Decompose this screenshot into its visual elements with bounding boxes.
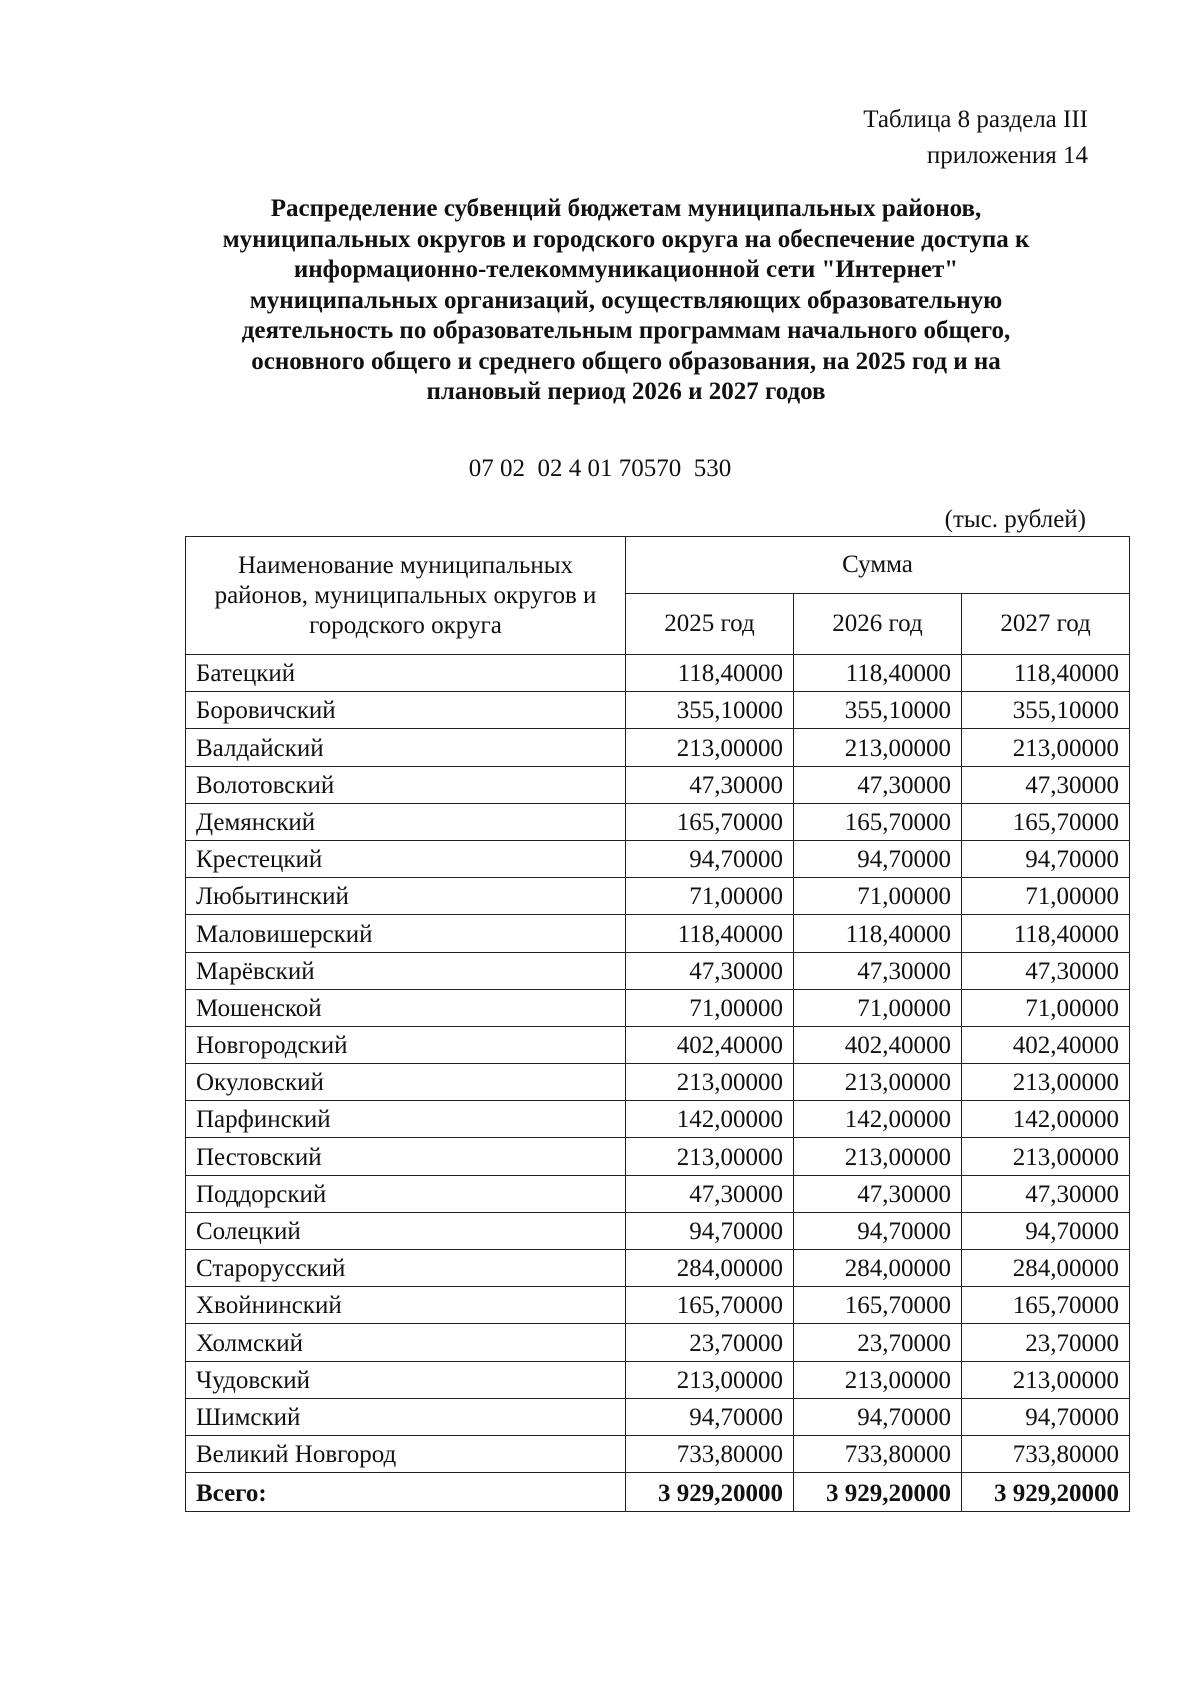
amount-cell: 47,30000 <box>962 766 1130 803</box>
table-reference <box>863 102 1088 174</box>
title-line: муниципальных округов и городского округа на обеспечение доступа к <box>222 225 1030 253</box>
table-row <box>186 1212 1130 1249</box>
amount-cell: 71,00000 <box>626 878 794 915</box>
district-name: Новгородский <box>186 1026 626 1063</box>
table-row <box>186 803 1130 840</box>
district-name: Парфинский <box>186 1101 626 1138</box>
amount-cell: 213,00000 <box>626 1138 794 1175</box>
table-row <box>186 1324 1130 1361</box>
amount-cell: 402,40000 <box>626 1026 794 1063</box>
budget-classification-code: 07 02 02 4 01 70570 530 <box>468 455 732 482</box>
table-row <box>186 729 1130 766</box>
amount-cell: 355,10000 <box>794 692 962 729</box>
amount-cell: 733,80000 <box>626 1435 794 1472</box>
total-row <box>186 1473 1130 1512</box>
total-value: 3 929,20000 <box>962 1473 1130 1512</box>
table-row <box>186 1175 1130 1212</box>
amount-cell: 47,30000 <box>626 1175 794 1212</box>
amount-cell: 94,70000 <box>626 1398 794 1435</box>
amount-cell: 165,70000 <box>962 1287 1130 1324</box>
total-value: 3 929,20000 <box>626 1473 794 1512</box>
amount-cell: 165,70000 <box>626 1287 794 1324</box>
district-name: Крестецкий <box>186 840 626 877</box>
amount-cell: 213,00000 <box>962 1138 1130 1175</box>
amount-cell: 213,00000 <box>626 1064 794 1101</box>
district-name: Валдайский <box>186 729 626 766</box>
table-row <box>186 1287 1130 1324</box>
table-row <box>186 1101 1130 1138</box>
amount-cell: 213,00000 <box>962 729 1130 766</box>
column-header-year: 2027 год <box>962 594 1130 655</box>
amount-cell: 47,30000 <box>626 766 794 803</box>
amount-cell: 71,00000 <box>794 989 962 1026</box>
amount-cell: 213,00000 <box>962 1064 1130 1101</box>
table-row <box>186 989 1130 1026</box>
amount-cell: 118,40000 <box>794 655 962 692</box>
amount-cell: 213,00000 <box>962 1361 1130 1398</box>
amount-cell: 213,00000 <box>626 1361 794 1398</box>
title-line: муниципальных организаций, осуществляющих образовательную <box>249 286 1003 314</box>
total-value: 3 929,20000 <box>794 1473 962 1512</box>
amount-cell: 165,70000 <box>626 803 794 840</box>
amount-cell: 47,30000 <box>794 1175 962 1212</box>
amount-cell: 94,70000 <box>626 1212 794 1249</box>
amount-cell: 355,10000 <box>962 692 1130 729</box>
district-name: Окуловский <box>186 1064 626 1101</box>
district-name: Чудовский <box>186 1361 626 1398</box>
amount-cell: 47,30000 <box>626 952 794 989</box>
district-name: Шимский <box>186 1398 626 1435</box>
table-row <box>186 1026 1130 1063</box>
column-header-name: Наименование муниципальных районов, муниципальных округов и городского округа <box>186 537 626 655</box>
amount-cell: 213,00000 <box>794 1138 962 1175</box>
table-row <box>186 878 1130 915</box>
amount-cell: 118,40000 <box>794 915 962 952</box>
table-row <box>186 1435 1130 1472</box>
title-line: основного общего и среднего общего образования, на 2025 год и на <box>251 347 1001 375</box>
district-name: Маловишерский <box>186 915 626 952</box>
amount-cell: 94,70000 <box>794 1398 962 1435</box>
table-row <box>186 915 1130 952</box>
district-name: Пестовский <box>186 1138 626 1175</box>
amount-cell: 94,70000 <box>962 1398 1130 1435</box>
table-row <box>186 1064 1130 1101</box>
district-name: Старорусский <box>186 1250 626 1287</box>
amount-cell: 355,10000 <box>626 692 794 729</box>
document-title <box>170 194 1082 408</box>
title-line: плановый период 2026 и 2027 годов <box>426 378 826 405</box>
district-name: Боровичский <box>186 692 626 729</box>
amount-cell: 142,00000 <box>962 1101 1130 1138</box>
title-line: информационно-телекоммуникационной сети "Интернет" <box>293 256 959 283</box>
table-row <box>186 840 1130 877</box>
table-row <box>186 692 1130 729</box>
amount-cell: 23,70000 <box>962 1324 1130 1361</box>
amount-cell: 402,40000 <box>962 1026 1130 1063</box>
amount-cell: 94,70000 <box>626 840 794 877</box>
amount-cell: 118,40000 <box>626 915 794 952</box>
district-name: Великий Новгород <box>186 1435 626 1472</box>
amount-cell: 284,00000 <box>962 1250 1130 1287</box>
column-header-year: 2026 год <box>794 594 962 655</box>
amount-cell: 23,70000 <box>626 1324 794 1361</box>
amount-cell: 71,00000 <box>794 878 962 915</box>
district-name: Мошенской <box>186 989 626 1026</box>
amount-cell: 47,30000 <box>962 1175 1130 1212</box>
amount-cell: 284,00000 <box>626 1250 794 1287</box>
table-row <box>186 766 1130 803</box>
amount-cell: 71,00000 <box>962 989 1130 1026</box>
table-row <box>186 655 1130 692</box>
district-name: Волотовский <box>186 766 626 803</box>
amount-cell: 213,00000 <box>794 729 962 766</box>
title-line: деятельность по образовательным программам начального общего, <box>241 317 1011 344</box>
amount-cell: 213,00000 <box>794 1361 962 1398</box>
table-row <box>186 1250 1130 1287</box>
amount-cell: 94,70000 <box>962 840 1130 877</box>
table-body <box>186 655 1130 1512</box>
amount-cell: 165,70000 <box>794 803 962 840</box>
amount-cell: 213,00000 <box>794 1064 962 1101</box>
amount-cell: 733,80000 <box>794 1435 962 1472</box>
table-reference-line-2: приложения 14 <box>926 142 1088 169</box>
table-reference-line-1: Таблица 8 раздела III <box>863 106 1088 133</box>
amount-cell: 47,30000 <box>794 766 962 803</box>
amount-cell: 118,40000 <box>962 655 1130 692</box>
amount-cell: 94,70000 <box>794 1212 962 1249</box>
amount-cell: 165,70000 <box>794 1287 962 1324</box>
amount-cell: 142,00000 <box>626 1101 794 1138</box>
table-row <box>186 1361 1130 1398</box>
column-header-sum: Сумма <box>626 537 1130 594</box>
amount-cell: 118,40000 <box>962 915 1130 952</box>
amount-cell: 94,70000 <box>794 840 962 877</box>
amount-cell: 284,00000 <box>794 1250 962 1287</box>
title-line: Распределение субвенций бюджетам муниципальных районов, <box>270 195 982 222</box>
amount-cell: 118,40000 <box>626 655 794 692</box>
amount-cell: 165,70000 <box>962 803 1130 840</box>
amount-cell: 142,00000 <box>794 1101 962 1138</box>
amount-cell: 213,00000 <box>626 729 794 766</box>
district-name: Хвойнинский <box>186 1287 626 1324</box>
district-name: Поддорский <box>186 1175 626 1212</box>
district-name: Любытинский <box>186 878 626 915</box>
total-label: Всего: <box>186 1473 626 1512</box>
amount-cell: 71,00000 <box>962 878 1130 915</box>
amount-cell: 47,30000 <box>962 952 1130 989</box>
table-row <box>186 1138 1130 1175</box>
table-row <box>186 1398 1130 1435</box>
table-row <box>186 952 1130 989</box>
subvention-table <box>185 536 1130 1512</box>
amount-cell: 71,00000 <box>626 989 794 1026</box>
district-name: Демянский <box>186 803 626 840</box>
amount-cell: 94,70000 <box>962 1212 1130 1249</box>
amount-cell: 23,70000 <box>794 1324 962 1361</box>
amount-cell: 47,30000 <box>794 952 962 989</box>
district-name: Солецкий <box>186 1212 626 1249</box>
amount-cell: 733,80000 <box>962 1435 1130 1472</box>
district-name: Батецкий <box>186 655 626 692</box>
district-name: Марёвский <box>186 952 626 989</box>
column-header-year: 2025 год <box>626 594 794 655</box>
district-name: Холмский <box>186 1324 626 1361</box>
units-label: (тыс. рублей) <box>944 506 1086 533</box>
amount-cell: 402,40000 <box>794 1026 962 1063</box>
